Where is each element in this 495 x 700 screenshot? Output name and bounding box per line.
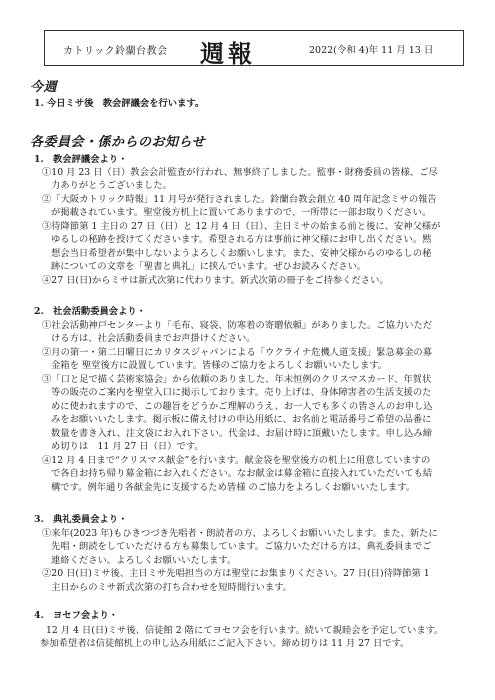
church-name: カトリック鈴蘭台教会 [63, 46, 168, 57]
liturgy-line: 主日からのミサ新式次第の打ち合わせを短時間行います。 [51, 582, 292, 593]
liturgy-line: 先唱・朗読をしていただける方も募集しています。ご協力いただける方は、典礼委員までご [51, 541, 432, 552]
social-line: みをお願いいたします。掲示板に備え付けの申込用紙に、お名前と電話番号ご希望の品番に [51, 414, 432, 425]
social-line: 構です。例年通り各献金先に支援するため皆様 のご協力をよろしくお願いいたします。 [51, 482, 416, 493]
council-line: 力ありがとうございました。 [51, 180, 172, 191]
this-week-heading: 今週 [30, 80, 58, 95]
council-line: ゆるしの秘跡を授けてくださいます。希望される方は事前に神父様にお申し出ください。黙 [51, 234, 432, 245]
social-line: め切りは 11 月 27 日（日）です。 [51, 441, 204, 452]
social-line: ①社会活動神戸センターより「毛布、寝袋、防寒着の寄贈依頼」がありました。ご協力いただ [42, 320, 433, 331]
bulletin-title: 週報 [200, 39, 256, 68]
social-line: 金箱を 聖堂後方に設置しています。皆様のご協力をよろしくお願いいたします。 [51, 360, 388, 371]
bulletin-header [44, 30, 464, 66]
social-line: ④12 月 4 日まで“クリスマス献金”を行います。献金袋を聖堂後方の机上に用意していますの [42, 455, 431, 466]
council-line: ①10 月 23 日（日）教会会計監査が行われ、無事終了しました。監事・財務委員の皆様、ご尽 [42, 167, 438, 178]
council-line: 跡についての文章を「聖書と典礼」に挟んでいます。ぜひお読みください。 [51, 261, 367, 272]
joseph-line: 12 月 4 日(日)ミサ後、信徒館 2 階にてヨセフ会を行います。続いて親睦会を予定しています。 [46, 625, 444, 636]
liturgy-line: ②20 日(日)ミサ後、主日ミサ先唱担当の方は聖堂にお集まりください。27 日(日)待降節第 1 [42, 568, 430, 579]
social-line: ける方は、社会活動委員までお声掛けください。 [51, 333, 256, 344]
liturgy-heading: 3. 典礼委員会より・ [34, 514, 128, 525]
council-line: が掲載されています。聖堂後方机上に置いてありますので、一所帯に一部お取りください。 [51, 207, 432, 218]
joseph-heading: 4. ヨセフ会より・ [34, 610, 119, 621]
council-line: ②「大阪カトリック時報」11 月号が発行されました。鈴蘭台教会創立 40 周年記念ミサの報告 [42, 194, 437, 205]
liturgy-line: 連絡ください。よろしくお願いいたします。 [51, 555, 237, 566]
council-heading: 1. 教会評議会より・ [34, 154, 128, 165]
social-heading: 2. 社会活動委員会より・ [34, 306, 146, 317]
social-line: 等の販売のご案内を聖堂入口に掲示しております。売り上げは、身体障害者の生活支援のた [51, 387, 432, 398]
council-line: 想会当日希望者が集中しないようよろしくお願いします。また、安神父様からのゆるしの秘 [51, 248, 432, 259]
issue-date: 2022(令和 4)年 11 月 13 日 [309, 45, 434, 56]
this-week-item: 1. 今日ミサ後 教会評議会を行います。 [34, 98, 205, 109]
liturgy-line: ①来年(2023 年)もひきつづき先唱者・朗読者の方、よろしくお願いいたします。また、新たに [42, 528, 438, 539]
council-line: ④27 日(日)からミサは新式次第に代わります。新式次第の冊子をご持参ください。 [42, 275, 389, 286]
social-line: ②月の第一・第二日曜日にカリタスジャパンによる「ウクライナ危機人道支援」緊急募金の募 [42, 347, 433, 358]
committees-heading: 各委員会・係からのお知らせ [30, 135, 206, 150]
joseph-line: 参加希望者は信徒館机上の申し込み用紙にご記入下さい。締め切りは 11 月 27 日です。 [40, 638, 410, 649]
council-line: ③待降節第 1 主日の 27 日（日）と 12 月 4 日（日）、主日ミサの始まる前と後に、安神父様が [42, 221, 441, 232]
social-line: 数量を書き入れ、注文袋にお入れ下さい。代金は、お届け時に頂戴いたします。申し込み締 [51, 428, 432, 439]
social-line: ③「口と足で描く芸術家協会」から依頼のありました、年末恒例のクリスマスカード、年賀状 [42, 374, 432, 385]
social-line: めに使われますので、この趣旨をどうかご理解のうえ、お一人でも多くの皆さんのお申し込 [51, 401, 433, 412]
social-line: で各自お持ち帰り募金箱にお入れください。なお献金は募金箱に直接入れていただいても結 [51, 468, 433, 479]
